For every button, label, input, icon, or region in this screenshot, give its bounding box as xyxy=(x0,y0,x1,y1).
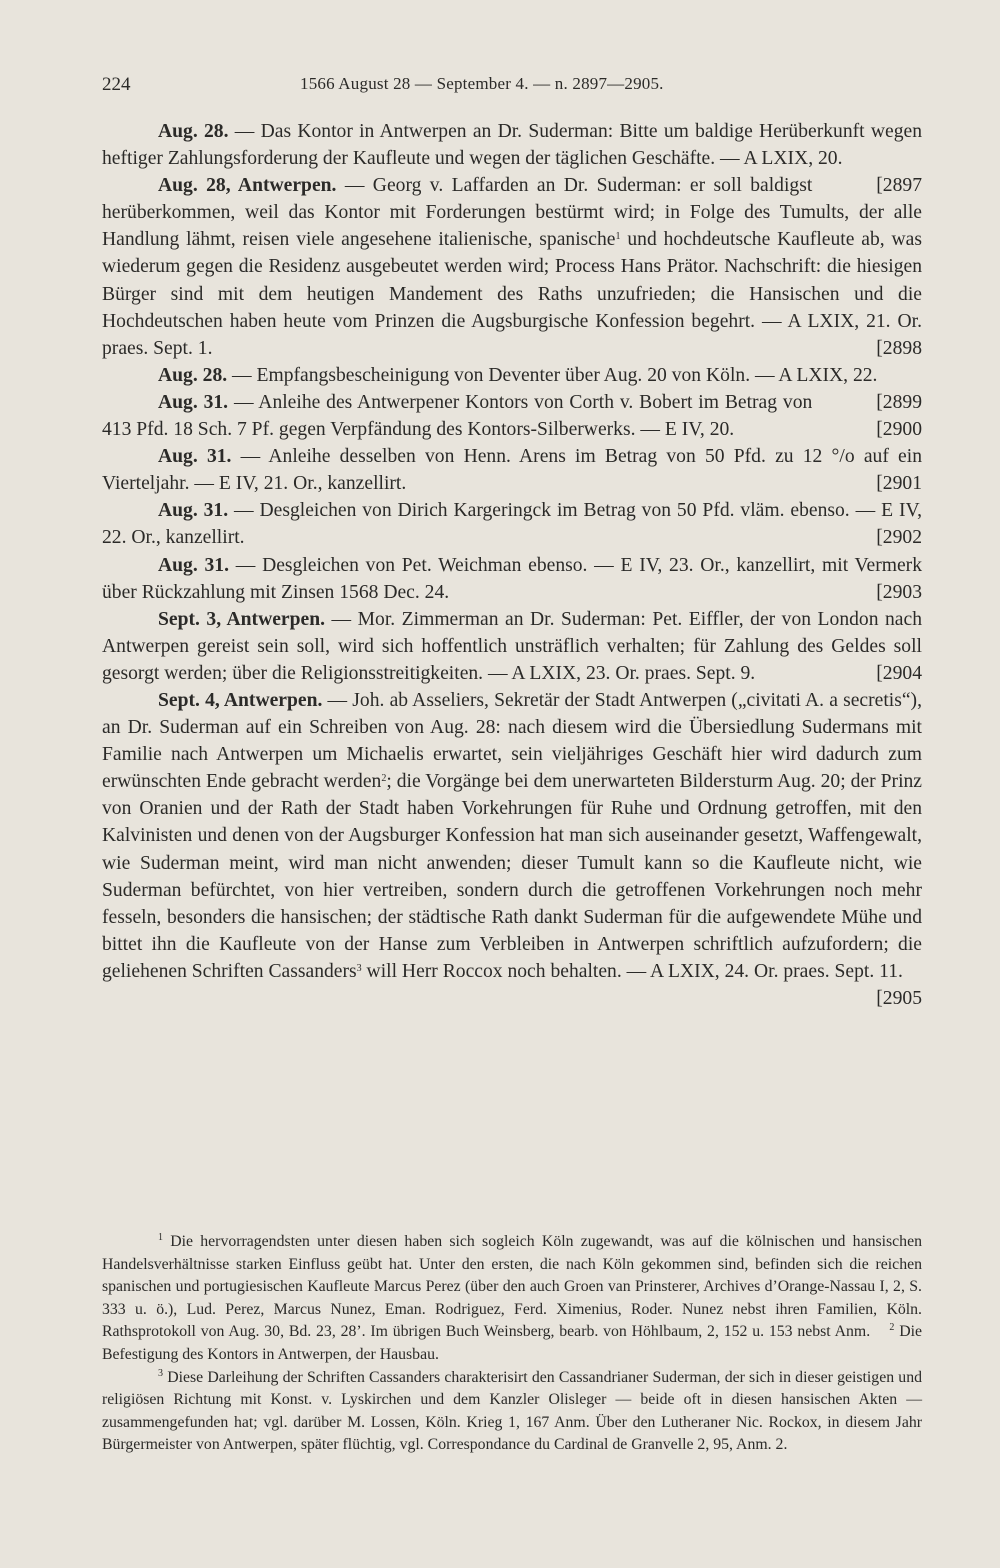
running-head: 1566 August 28 — September 4. — n. 2897—2905. xyxy=(300,74,664,93)
footnote-1-2 xyxy=(102,1231,922,1367)
entry-text: — Desgleichen von Pet. Weichman ebenso. — E IV, 23. Or., kanzellirt, mit Vermerk über Rückzahlung mit Zinsen 1568 Dec. 24. xyxy=(102,554,922,603)
entry-date: Aug. 31. xyxy=(158,446,232,468)
entry-text: — Anleihe des Antwerpener Kontors von Corth v. Bobert im Betrag von 413 Pfd. 18 Sch. 7 Pf. gegen Verpfändung des Kontors-Silberwerks. — E IV, 20. xyxy=(102,391,813,441)
footnote-marker: 3 xyxy=(356,962,362,974)
entry-text-continued: und hochdeutsche Kaufleute ab, was wiederum gegen die Residenz ausgebeutet werden wird; Process Hans Prätor. Nachschrift: die hiesigen Bürger sind mit dem heutigen Mandement des Raths unzufrieden; die Hansischen und die Hochdeutschen haben heute vom Prinzen die Augsburgische Konfession begehrt. — A LXIX, 21. Or. praes. Sept. 1. xyxy=(102,229,923,359)
entry-date: Aug. 31. xyxy=(158,500,229,522)
footnote-marker: 1 xyxy=(615,231,621,243)
page-number: 224 xyxy=(102,74,131,95)
entry-number: [2899 xyxy=(876,391,922,413)
page-header xyxy=(102,72,922,102)
entry-text: — Desgleichen von Dirich Kargeringck im Betrag von 50 Pfd. vläm. ebenso. — E IV, 22. Or., kanzellirt. xyxy=(102,500,922,549)
entry-2904 xyxy=(102,606,922,687)
entry-date: Aug. 28. xyxy=(158,121,229,142)
footnote-number: 1 xyxy=(158,1232,163,1243)
entry-number: [2905 xyxy=(876,988,922,1009)
entry-number: [2900 xyxy=(876,419,922,441)
entry-date: Sept. 4, Antwerpen. xyxy=(158,689,323,711)
regesta-entries xyxy=(102,118,922,1012)
entry-number: [2903 xyxy=(876,581,922,603)
entry-number: [2897 xyxy=(876,175,922,197)
entry-text: — Empfangsbescheinigung von Deventer über Aug. 20 von Köln. — A LXIX, 22. xyxy=(227,364,878,386)
footnotes xyxy=(102,1231,922,1457)
entry-date: Sept. 3, Antwerpen. xyxy=(158,608,326,630)
entry-date: Aug. 31. xyxy=(158,391,229,413)
entry-2905 xyxy=(102,687,923,1009)
entry-number: [2902 xyxy=(876,527,922,549)
entry-number: [2898 xyxy=(876,337,922,359)
entry-text-continued: ; die Vorgänge bei dem unerwarteten Bildersturm Aug. 20; der Prinz von Oranien und der Rath der Stadt haben Vorkehrungen für Ruhe und Ordnung getroffen, mit den Kalvinisten und denen von der Augsburger Konfession hat man sich auseinander gesetzt, Waffengewalt, wie Suderman meint, wird man nicht anwenden; dieser Tumult kann so die Kaufleute nicht, wie Suderman befürchtet, von hier vertreiben, sondern durch die getroffenen Vorkehrungen noch mehr fesseln, besonders die hansischen; der städtische Rath dankt Suderman für die aufgewendete Mühe und bittet ihn die Kaufleute von der Hanse zum Verbleiben in Antwerpen schriftlich aufzufordern; die geliehenen Schriften Cassanders xyxy=(102,771,923,982)
entry-text: — Georg v. Laffarden an Dr. Suderman: er soll baldigst herüberkommen, weil das Kontor mit Forderungen bestürmt wird; in Folge des Tumults, der alle Handlung lähmt, reisen viele angesehene italienische, spanische xyxy=(102,175,922,251)
footnote-number: 3 xyxy=(158,1367,163,1379)
footnote-text: Die Befestigung des Kontors in Antwerpen, der Hausbau. xyxy=(102,1323,923,1363)
entry-2898 xyxy=(102,172,922,362)
entry-text: — Das Kontor in Antwerpen an Dr. Suderman: Bitte um baldige Herüberkunft wegen heftiger Zahlungsforderung der Kaufleute und wegen der täglichen Geschäfte. — A LXIX, 20. xyxy=(102,121,922,170)
entry-text: — Mor. Zimmerman an Dr. Suderman: Pet. Eiffler, der von London nach Antwerpen gereist sein soll, wird sich hoffentlich unsträflich verhalten; für Zahlung des Geldes soll gesorgt werden; über die Religionsstreitigkeiten. — A LXIX, 23. Or. praes. Sept. 9. xyxy=(102,608,922,684)
entry-number: [2901 xyxy=(876,473,922,495)
entry-date: Aug. 31. xyxy=(158,554,229,576)
footnote-marker: 2 xyxy=(381,773,387,785)
entry-text-continued: will Herr Roccox noch behalten. — A LXIX, 24. Or. praes. Sept. 11. xyxy=(361,960,903,982)
entry-date: Aug. 28. xyxy=(158,364,228,386)
entry-2900 xyxy=(102,389,922,443)
entry-2903 xyxy=(102,552,922,606)
footnote-number: 2 xyxy=(889,1322,895,1334)
footnote-3 xyxy=(102,1367,922,1457)
entry-number: [2904 xyxy=(876,662,922,684)
footnote-text: Die hervorragendsten unter diesen haben sich sogleich Köln zugewandt, was auf die kölnischen und hansischen Handelsverhältnisse starken Einfluss geübt hat. Unter den ersten, die nach Köln gekommen sind, befinden sich die reichen spanischen und portugiesischen Kaufleute Marcus Perez (über den auch Groen van Prinsterer, Archives d’Orange-Nassau I, 2, S. 333 u. ö.), Lud. Perez, Marcus Nunez, Eman. Rodriguez, Ferd. Ximenius, Roder. Nunez nebst ihren Familien, Köln. Rathsprotokoll von Aug. 30, Bd. 23, 28’. Im übrigen Buch Weinsberg, bearb. von Höhlbaum, 2, 152 u. 153 nebst Anm. xyxy=(102,1233,922,1341)
entry-text: — Joh. ab Asseliers, Sekretär der Stadt Antwerpen („civitati A. a secretis“), an Dr. Suderman auf ein Schreiben von Aug. 28: nach diesem wird die Übersiedlung Sudermans mit Familie nach Antwerpen um Michaelis erwartet, sein vieljähriges Geschäft hier wird dadurch zum erwünschten Ende gebracht werden xyxy=(102,689,922,793)
entry-date: Aug. 28, Antwerpen. xyxy=(158,175,337,197)
entry-text: — Anleihe desselben von Henn. Arens im Betrag von 50 Pfd. zu 12 °/o auf ein Vierteljahr. — E IV, 21. Or., kanzellirt. xyxy=(102,446,922,495)
entry-2901 xyxy=(102,443,922,497)
footnote-text: Diese Darleihung der Schriften Cassanders charakterisirt den Cassandrianer Suderman, der sich in dieser geistigen und religiösen Richtung mit Konst. v. Lyskirchen und dem Kanzler Olisleger — beide oft in diesen hansischen Akten — zusammengefunden hat; vgl. darüber M. Lossen, Köln. Krieg 1, 167 Anm. Über den Lutheraner Nic. Rockox, in diesem Jahr Bürgermeister von Antwerpen, später flüchtig, vgl. Correspondance du Cardinal de Granvelle 2, 95, Anm. 2. xyxy=(102,1368,922,1454)
entry-2902 xyxy=(102,497,922,551)
